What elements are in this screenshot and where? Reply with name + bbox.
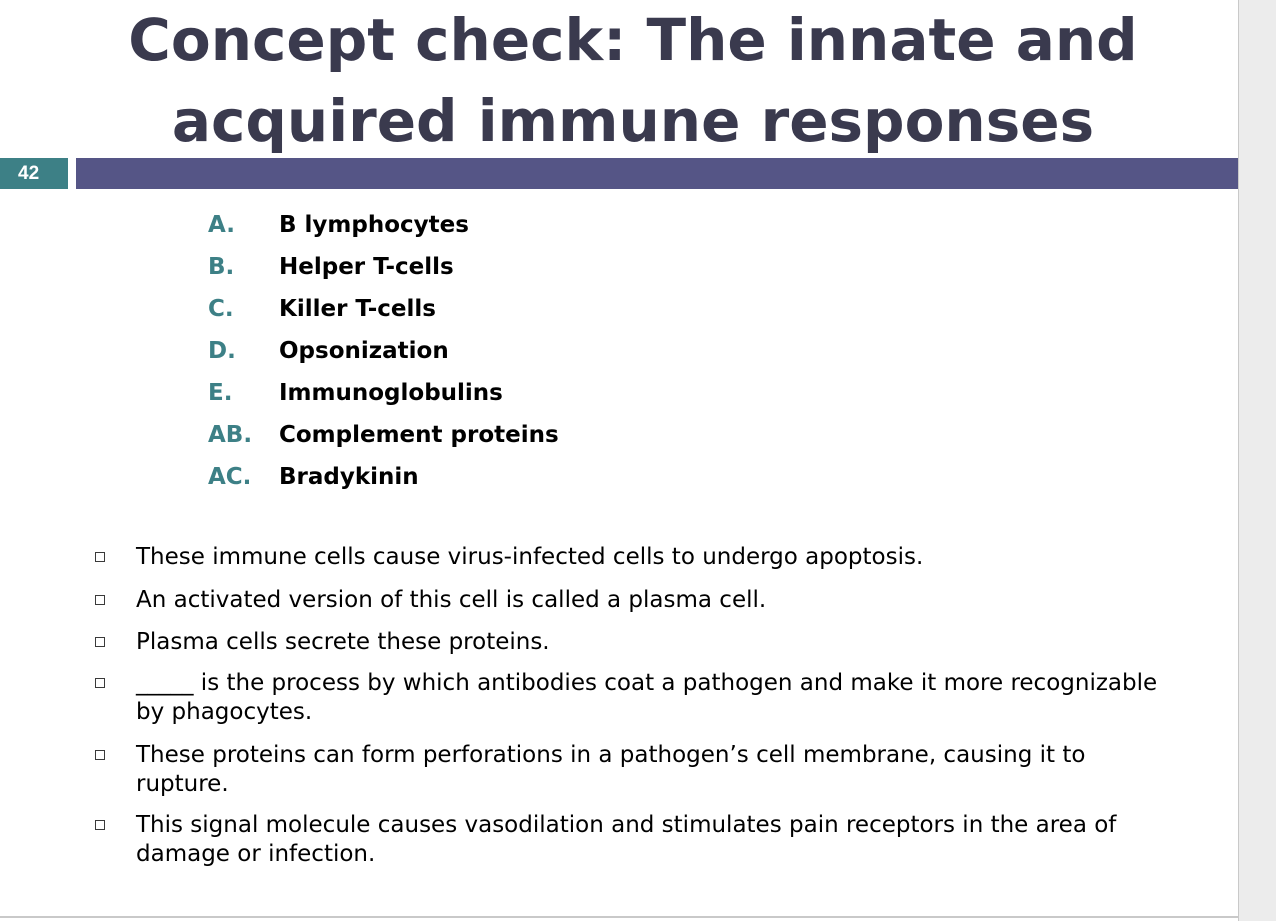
question-text: These immune cells cause virus-infected cells to undergo apoptosis.: [136, 544, 924, 570]
choice-letter: A.: [208, 212, 235, 238]
choice-text: Helper T-cells: [279, 254, 454, 280]
choice-letter: D.: [208, 338, 236, 364]
question-text: An activated version of this cell is called a plasma cell.: [136, 587, 767, 613]
square-bullet-icon: [95, 678, 105, 688]
square-bullet-icon: [95, 552, 105, 562]
answer-choices-list: [208, 204, 559, 498]
question-item: [94, 741, 1184, 799]
square-bullet-icon: [95, 637, 105, 647]
question-item: [94, 543, 1184, 572]
choice-text: Complement proteins: [279, 422, 559, 448]
square-bullet-icon: [95, 820, 105, 830]
answer-choice: [208, 246, 559, 288]
answer-choice: [208, 204, 559, 246]
choice-letter: E.: [208, 380, 233, 406]
square-bullet-icon: [95, 595, 105, 605]
answer-choice: [208, 288, 559, 330]
question-text: _____ is the process by which antibodies coat a pathogen and make it more recognizable by phagocytes.: [136, 670, 1158, 725]
answer-choice: [208, 372, 559, 414]
title-underline-bar: [76, 158, 1238, 189]
slide-title-line-1: Concept check: The innate and: [128, 6, 1138, 74]
choice-text: Bradykinin: [279, 464, 419, 490]
choice-text: Opsonization: [279, 338, 449, 364]
answer-choice: [208, 456, 559, 498]
slide-number: 42: [0, 158, 68, 189]
answer-choice: [208, 330, 559, 372]
square-bullet-icon: [95, 750, 105, 760]
slide-title: [40, 0, 1226, 162]
question-item: [94, 811, 1184, 869]
choice-letter: C.: [208, 296, 234, 322]
choice-text: B lymphocytes: [279, 212, 469, 238]
choice-letter: AC.: [208, 464, 252, 490]
choice-letter: B.: [208, 254, 235, 280]
slide-title-line-2: acquired immune responses: [171, 87, 1095, 155]
question-list: [94, 543, 1184, 869]
question-text: This signal molecule causes vasodilation and stimulates pain receptors in the area of damage or infection.: [136, 812, 1117, 867]
choice-text: Immunoglobulins: [279, 380, 503, 406]
answer-choice: [208, 414, 559, 456]
window-background-edge: [1238, 0, 1276, 921]
question-text: Plasma cells secrete these proteins.: [136, 629, 550, 655]
question-text: These proteins can form perforations in a pathogen’s cell membrane, causing it to rupture.: [136, 742, 1086, 797]
question-item: [94, 586, 1184, 615]
question-item: [94, 628, 1184, 657]
question-item: [94, 669, 1184, 727]
choice-letter: AB.: [208, 422, 253, 448]
choice-text: Killer T-cells: [279, 296, 436, 322]
slide-bottom-border: [0, 916, 1239, 918]
